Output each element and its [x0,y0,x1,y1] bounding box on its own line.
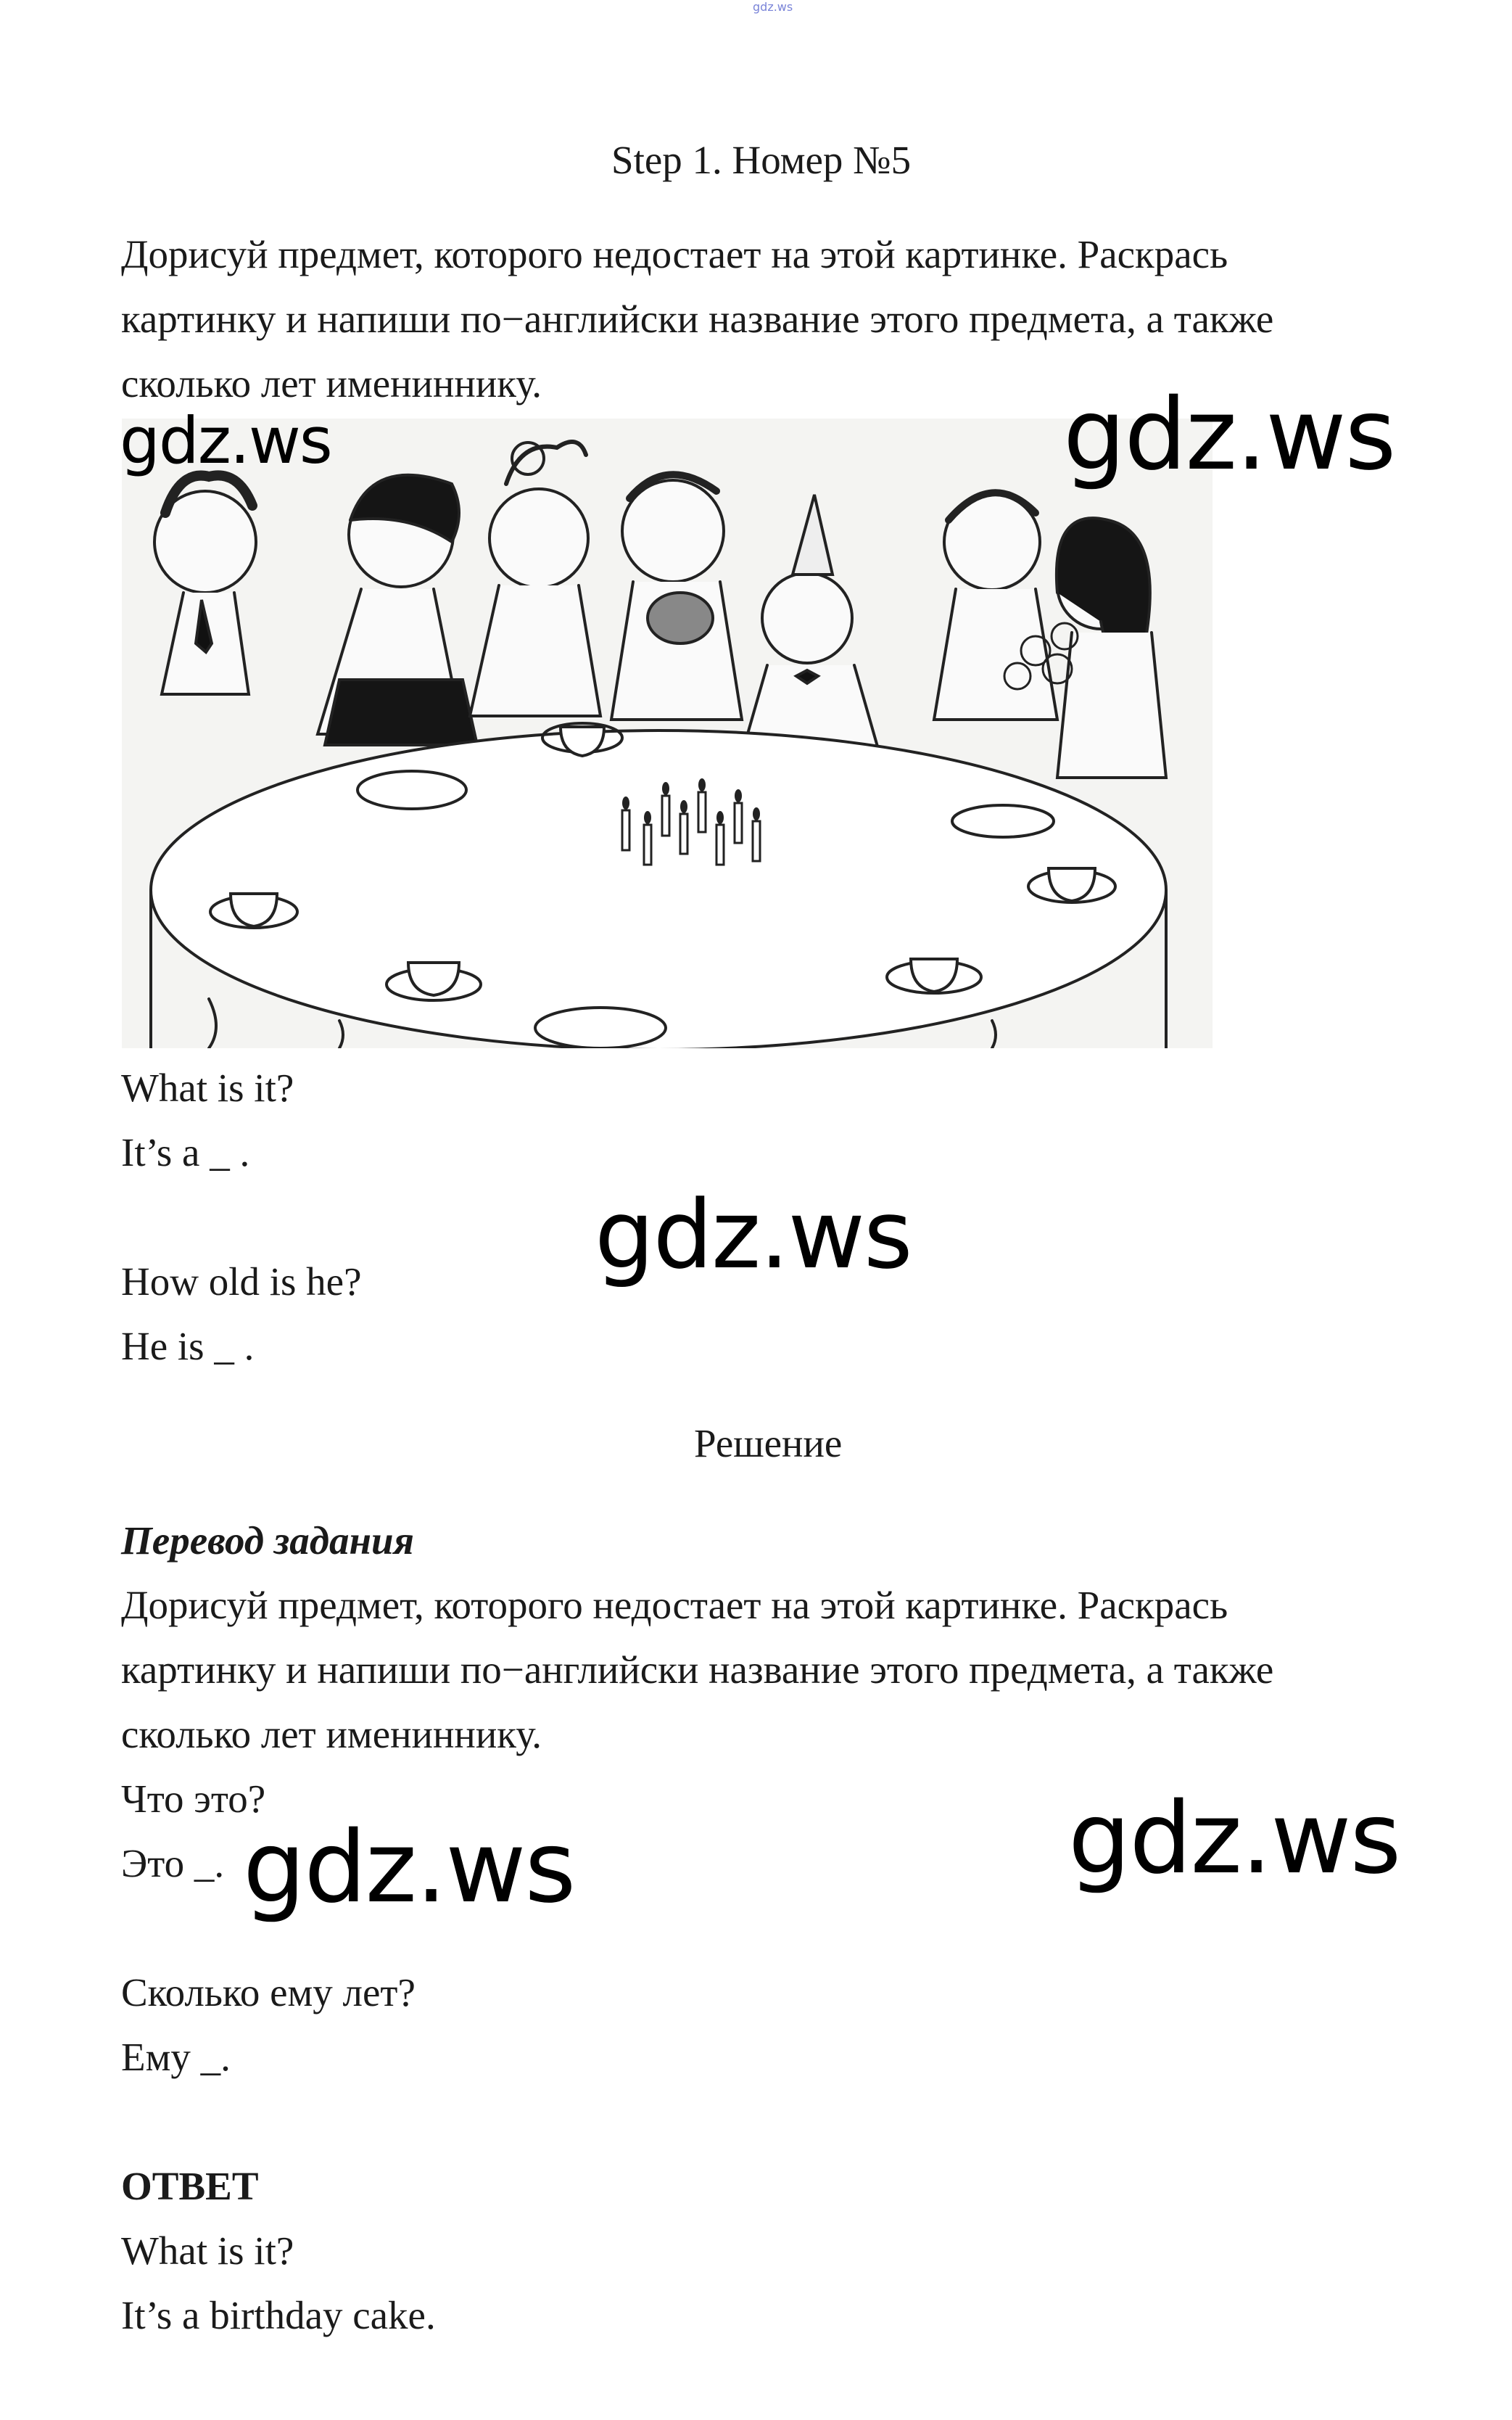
translation-line-2: картинку и напиши по−английски название этого предмета, а также [121,1647,1274,1692]
watermark-1: gdz.ws [120,403,331,478]
translation-question-2: Сколько ему лет? [121,1970,416,2014]
translation-heading: Перевод задания [121,1518,414,1563]
answer-heading: ОТВЕТ [121,2164,259,2208]
watermark-4: gdz.ws [1068,1782,1400,1896]
watermark-5: gdz.ws [243,1811,575,1925]
answer-question: What is it? [121,2228,294,2273]
answer-blank-its-a: It’s a _ . [121,1130,250,1174]
watermark-3: gdz.ws [595,1180,912,1290]
question-what-is-it: What is it? [121,1066,294,1110]
answer-text: It’s a birthday cake. [121,2293,436,2337]
translation-question-1: Что это? [121,1777,266,1821]
translation-line-3: сколько лет имениннику. [121,1712,542,1756]
task-line-2: картинку и напиши по−английски название этого предмета, а также [121,297,1274,341]
party-table-illustration [122,419,1213,1048]
translation-answer-1: Это _. [121,1841,225,1885]
task-line-3: сколько лет имениннику. [121,361,542,406]
top-watermark: gdz.ws [753,0,793,14]
page-title: Step 1. Номер №5 [611,138,912,182]
translation-line-1: Дорисуй предмет, которого недостает на этой картинке. Раскрась [121,1583,1228,1627]
task-line-1: Дорисуй предмет, которого недостает на этой картинке. Раскрась [121,232,1228,276]
answer-blank-he-is: He is _ . [121,1324,255,1368]
watermark-2: gdz.ws [1063,378,1395,493]
question-how-old: How old is he? [121,1259,362,1304]
solution-heading: Решение [694,1421,843,1465]
translation-answer-2: Ему _. [121,2035,231,2079]
